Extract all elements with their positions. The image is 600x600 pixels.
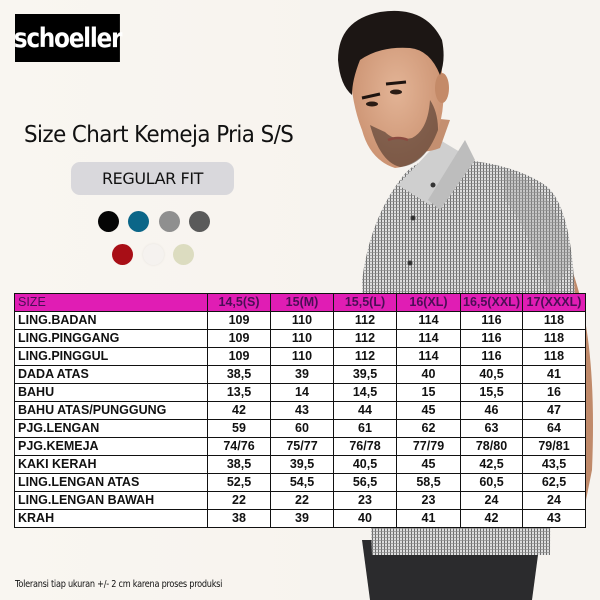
color-swatch-dark-gray bbox=[189, 211, 210, 232]
color-swatch-teal-blue bbox=[128, 211, 149, 232]
page-title: Size Chart Kemeja Pria S/S bbox=[24, 122, 294, 148]
table-cell: 58,5 bbox=[397, 474, 461, 492]
table-cell: 62 bbox=[397, 420, 461, 438]
table-cell: 118 bbox=[523, 348, 586, 366]
table-cell: 76/78 bbox=[334, 438, 397, 456]
table-cell: 13,5 bbox=[208, 384, 271, 402]
table-cell: 62,5 bbox=[523, 474, 586, 492]
table-row bbox=[15, 384, 586, 402]
table-cell: 116 bbox=[461, 348, 523, 366]
table-cell: 52,5 bbox=[208, 474, 271, 492]
table-cell: 38,5 bbox=[208, 366, 271, 384]
column-header-l: 15,5(L) bbox=[334, 294, 397, 312]
table-cell: 114 bbox=[397, 312, 461, 330]
table-cell: 24 bbox=[461, 492, 523, 510]
table-row bbox=[15, 438, 586, 456]
table-row bbox=[15, 402, 586, 420]
table-cell: 40,5 bbox=[334, 456, 397, 474]
row-label: LING.LENGAN BAWAH bbox=[15, 492, 208, 510]
table-cell: 114 bbox=[397, 348, 461, 366]
table-row bbox=[15, 456, 586, 474]
table-cell: 118 bbox=[523, 330, 586, 348]
table-cell: 42,5 bbox=[461, 456, 523, 474]
table-cell: 109 bbox=[208, 330, 271, 348]
table-cell: 59 bbox=[208, 420, 271, 438]
table-cell: 61 bbox=[334, 420, 397, 438]
tolerance-footnote: Toleransi tiap ukuran +/- 2 cm karena proses produksi bbox=[15, 579, 223, 590]
color-swatch-red bbox=[112, 244, 133, 265]
table-cell: 39,5 bbox=[334, 366, 397, 384]
table-cell: 38 bbox=[208, 510, 271, 528]
column-header-m: 15(M) bbox=[271, 294, 334, 312]
brand-logo bbox=[15, 14, 120, 62]
row-label: BAHU bbox=[15, 384, 208, 402]
table-cell: 43 bbox=[523, 510, 586, 528]
table-cell: 40 bbox=[397, 366, 461, 384]
table-row bbox=[15, 474, 586, 492]
row-label: LING.BADAN bbox=[15, 312, 208, 330]
table-cell: 116 bbox=[461, 330, 523, 348]
row-label: KAKI KERAH bbox=[15, 456, 208, 474]
column-header-s: 14,5(S) bbox=[208, 294, 271, 312]
table-cell: 74/76 bbox=[208, 438, 271, 456]
table-cell: 60 bbox=[271, 420, 334, 438]
table-cell: 16 bbox=[523, 384, 586, 402]
table-cell: 14,5 bbox=[334, 384, 397, 402]
table-cell: 110 bbox=[271, 348, 334, 366]
color-swatch-light-gray bbox=[159, 211, 180, 232]
table-cell: 39 bbox=[271, 510, 334, 528]
table-cell: 24 bbox=[523, 492, 586, 510]
table-cell: 39,5 bbox=[271, 456, 334, 474]
table-cell: 22 bbox=[271, 492, 334, 510]
fit-badge: REGULAR FIT bbox=[71, 162, 234, 195]
row-label: BAHU ATAS/PUNGGUNG bbox=[15, 402, 208, 420]
table-row bbox=[15, 348, 586, 366]
table-cell: 116 bbox=[461, 312, 523, 330]
table-cell: 75/77 bbox=[271, 438, 334, 456]
table-cell: 79/81 bbox=[523, 438, 586, 456]
table-cell: 14 bbox=[271, 384, 334, 402]
table-cell: 45 bbox=[397, 456, 461, 474]
table-cell: 45 bbox=[397, 402, 461, 420]
table-cell: 112 bbox=[334, 348, 397, 366]
color-swatch-white bbox=[143, 244, 164, 265]
column-header-xxl: 16,5(XXL) bbox=[461, 294, 523, 312]
table-cell: 56,5 bbox=[334, 474, 397, 492]
table-cell: 40 bbox=[334, 510, 397, 528]
table-cell: 112 bbox=[334, 312, 397, 330]
table-cell: 22 bbox=[208, 492, 271, 510]
brand-logo-text: schoeller bbox=[13, 22, 122, 54]
table-cell: 78/80 bbox=[461, 438, 523, 456]
color-swatch-black bbox=[98, 211, 119, 232]
table-row bbox=[15, 312, 586, 330]
table-cell: 23 bbox=[334, 492, 397, 510]
table-cell: 112 bbox=[334, 330, 397, 348]
table-cell: 64 bbox=[523, 420, 586, 438]
table-cell: 15,5 bbox=[461, 384, 523, 402]
column-header-xxxl: 17(XXXL) bbox=[523, 294, 586, 312]
row-label: DADA ATAS bbox=[15, 366, 208, 384]
table-cell: 109 bbox=[208, 348, 271, 366]
table-cell: 114 bbox=[397, 330, 461, 348]
table-cell: 63 bbox=[461, 420, 523, 438]
table-cell: 118 bbox=[523, 312, 586, 330]
column-header-size: SIZE bbox=[15, 294, 208, 312]
table-header-row bbox=[15, 294, 586, 312]
row-label: LING.PINGGUL bbox=[15, 348, 208, 366]
table-row bbox=[15, 492, 586, 510]
table-cell: 42 bbox=[461, 510, 523, 528]
table-cell: 54,5 bbox=[271, 474, 334, 492]
row-label: PJG.LENGAN bbox=[15, 420, 208, 438]
row-label: LING.PINGGANG bbox=[15, 330, 208, 348]
row-label: LING.LENGAN ATAS bbox=[15, 474, 208, 492]
table-row bbox=[15, 366, 586, 384]
table-cell: 43,5 bbox=[523, 456, 586, 474]
table-cell: 60,5 bbox=[461, 474, 523, 492]
table-row bbox=[15, 510, 586, 528]
table-cell: 77/79 bbox=[397, 438, 461, 456]
table-cell: 109 bbox=[208, 312, 271, 330]
color-swatch-cream bbox=[173, 244, 194, 265]
row-label: KRAH bbox=[15, 510, 208, 528]
table-cell: 47 bbox=[523, 402, 586, 420]
table-cell: 46 bbox=[461, 402, 523, 420]
row-label: PJG.KEMEJA bbox=[15, 438, 208, 456]
table-cell: 41 bbox=[523, 366, 586, 384]
table-cell: 39 bbox=[271, 366, 334, 384]
table-cell: 38,5 bbox=[208, 456, 271, 474]
table-row bbox=[15, 420, 586, 438]
table-cell: 110 bbox=[271, 330, 334, 348]
size-chart-table bbox=[14, 293, 586, 528]
table-cell: 44 bbox=[334, 402, 397, 420]
table-cell: 15 bbox=[397, 384, 461, 402]
table-cell: 42 bbox=[208, 402, 271, 420]
table-cell: 23 bbox=[397, 492, 461, 510]
table-row bbox=[15, 330, 586, 348]
table-cell: 41 bbox=[397, 510, 461, 528]
table-cell: 110 bbox=[271, 312, 334, 330]
column-header-xl: 16(XL) bbox=[397, 294, 461, 312]
table-cell: 40,5 bbox=[461, 366, 523, 384]
table-cell: 43 bbox=[271, 402, 334, 420]
